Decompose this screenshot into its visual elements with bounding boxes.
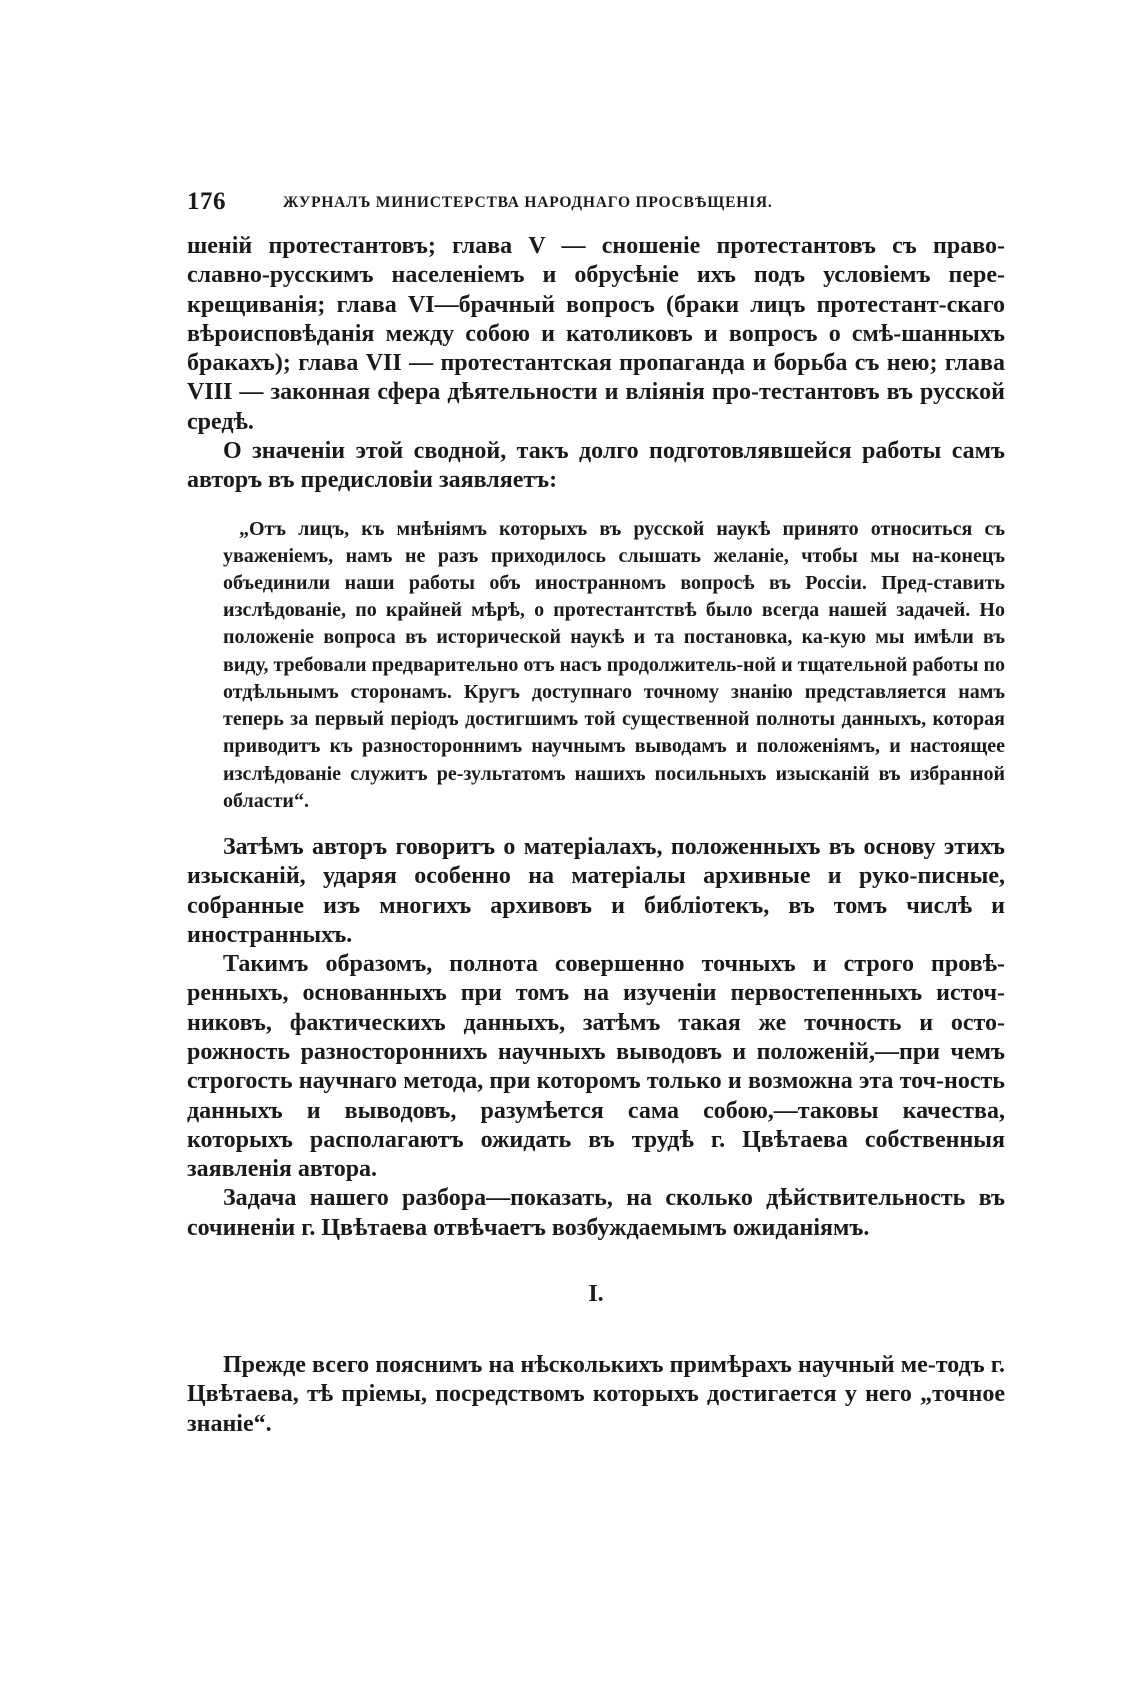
section-heading: I. <box>588 1281 604 1308</box>
paragraph-method: Прежде всего пояснимъ на нѣсколькихъ примѣрахъ научный ме-тодъ г. Цвѣтаева, тѣ пріемы, посредствомъ которыхъ достигается у него „точное знаніе“. <box>187 1352 1005 1437</box>
book-page <box>187 188 1005 1439</box>
paragraph-author-intro: О значеніи этой сводной, такъ долго подготовлявшейся работы самъ авторъ въ предисловіи заявляетъ: <box>187 438 1005 494</box>
author-quote <box>223 516 1005 815</box>
running-head: ЖУРНАЛЪ МИНИСТЕРСТВА НАРОДНАГО ПРОСВѢЩЕНІЯ. <box>283 194 773 211</box>
page-header <box>187 188 1005 224</box>
page-number: 176 <box>187 188 226 215</box>
paragraph-task: Задача нашего разбора—показать, на сколько дѣйствительность въ сочиненіи г. Цвѣтаева отвѣчаетъ возбуждаемымъ ожиданіямъ. <box>187 1185 1005 1241</box>
paragraph-expectations: Такимъ образомъ, полнота совершенно точныхъ и строго провѣ-ренныхъ, основанныхъ при томъ на изученіи первостепенныхъ источ-никовъ, фактическихъ данныхъ, затѣмъ такая же точность и осто-рожность разностороннихъ научныхъ выводовъ и положеній,—при чемъ строгость научнаго метода, при которомъ только и возможна эта точ-ность данныхъ и выводовъ, разумѣется сама собою,—таковы качества, которыхъ располагаютъ ожидать въ трудѣ г. Цвѣтаева собственныя заявленія автора. <box>187 951 1005 1183</box>
quote-text: „Отъ лицъ, къ мнѣніямъ которыхъ въ русской наукѣ принято относиться съ уваженіемъ, намъ не разъ приходилось слышать желаніе, чтобы мы на-конецъ объединили наши работы объ иностранномъ вопросѣ въ Россіи. Пред-ставить изслѣдованіе, по крайней мѣрѣ, о протестантствѣ было всегда нашей задачей. Но положеніе вопроса въ исторической наукѣ и та постановка, ка-кую мы имѣли въ виду, требовали предварительно отъ насъ продолжитель-ной и тщательной работы по отдѣльнымъ сторонамъ. Кругъ доступнаго точному знанію представляется намъ теперь за первый періодъ достигшимъ той существенной полноты данныхъ, которая приводитъ къ разностороннимъ научнымъ выводамъ и положеніямъ, и настоящее изслѣдованіе служитъ ре-зультатомъ нашихъ посильныхъ изысканій въ избранной области“. <box>223 517 1005 812</box>
paragraph-materials: Затѣмъ авторъ говоритъ о матеріалахъ, положенныхъ въ основу этихъ изысканій, ударяя особенно на матеріалы архивные и руко-писные, собранные изъ многихъ архивовъ и библіотекъ, въ томъ числѣ и иностранныхъ. <box>187 833 1005 948</box>
paragraph-chapters-list: шеній протестантовъ; глава V — сношеніе протестантовъ съ право-славно-русскимъ населеніемъ и обрусѣніе ихъ подъ условіемъ пере-крещиванія; глава VI—брачный вопросъ (браки лицъ протестант-скаго вѣроисповѣданія между собою и католиковъ и вопросъ о смѣ-шанныхъ бракахъ); глава VII — протестантская пропаганда и борьба съ нею; глава VIII — законная сфера дѣятельности и вліянія про-тестантовъ въ русской средѣ. <box>187 233 1005 435</box>
